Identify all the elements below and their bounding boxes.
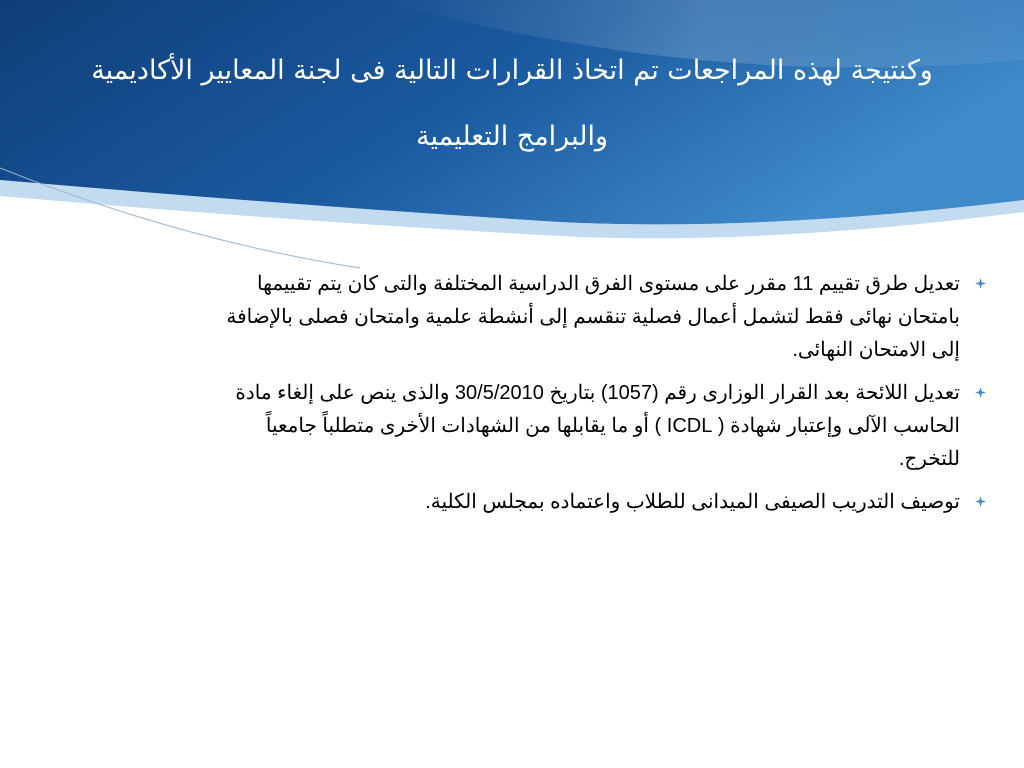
four-point-star-icon <box>975 278 986 289</box>
slide-title: وكنتيجة لهذه المراجعات تم اتخاذ القرارات التالية فى لجنة المعايير الأكاديمية والبرامج التعليمية <box>91 55 933 152</box>
bullet-item <box>222 377 980 476</box>
bullet-text: توصيف التدريب الصيفى الميدانى للطلاب واعتماده بمجلس الكلية. <box>425 491 960 513</box>
bullet-item <box>222 486 980 519</box>
four-point-star-icon <box>975 387 986 398</box>
bullet-item <box>222 268 980 367</box>
bullet-list <box>222 268 980 529</box>
bullet-text: تعديل طرق تقييم 11 مقرر على مستوى الفرق الدراسية المختلفة والتى كان يتم تقييمها بامتحان نهائى فقط لتشمل أعمال فصلية تنقسم إلى أنشطة علمية وامتحان فصلى بالإضافة إلى الامتحان النهائى. <box>226 273 960 361</box>
bullet-text: تعديل اللائحة بعد القرار الوزارى رقم (1057) بتاريخ 30/5/2010 والذى ينص على إلغاء مادة الحاسب الآلى وإعتبار شهادة ( ICDL ) أو ما يقابلها من الشهادات الأخرى متطلباً جامعياً للتخرج. <box>235 382 960 470</box>
four-point-star-icon <box>975 496 986 507</box>
